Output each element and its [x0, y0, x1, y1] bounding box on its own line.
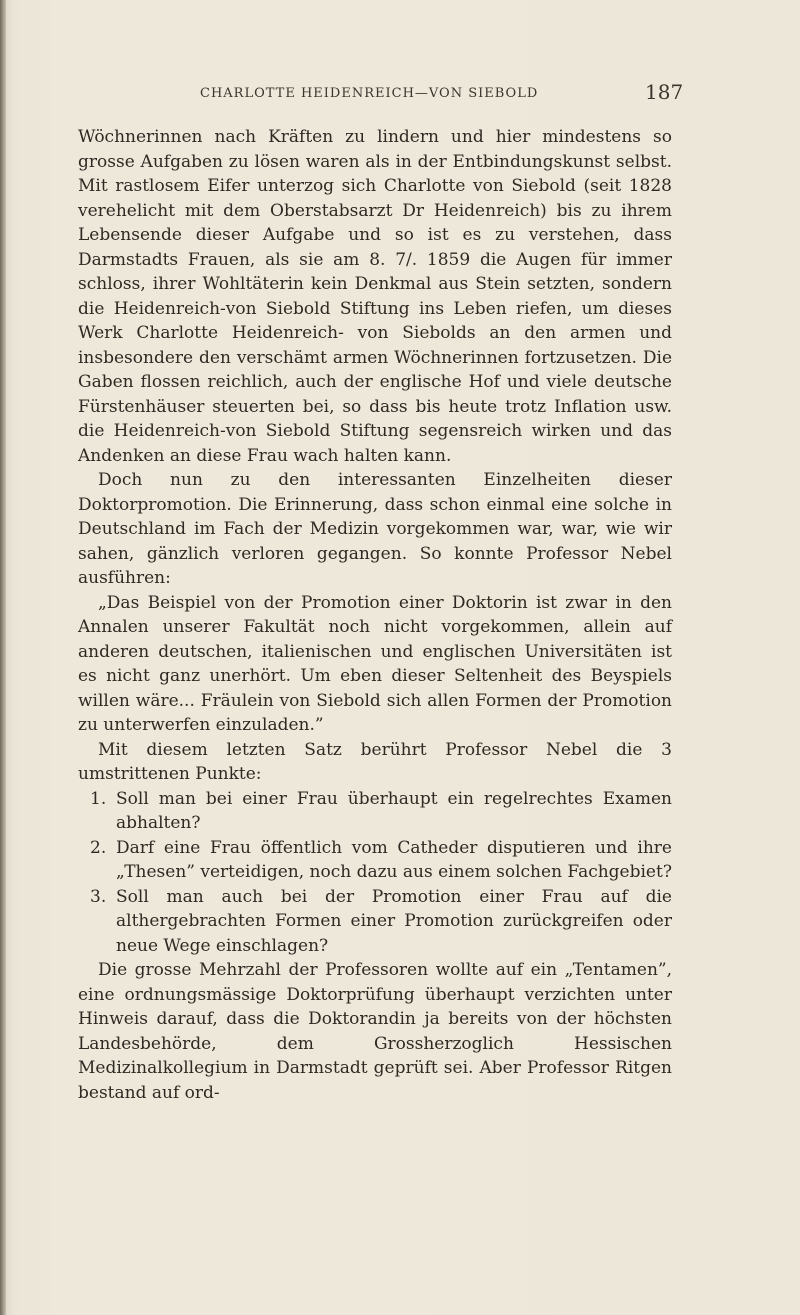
list-item — [78, 836, 672, 885]
list-text: Soll man auch bei der Promotion einer Frau auf die althergebrachten Formen einer Promotion zurückgreifen oder neue Wege einschlagen? — [116, 886, 672, 956]
quote-paragraph: „Das Beispiel von der Promotion einer Doktorin ist zwar in den Annalen unserer Fakultät noch nicht vorgekommen, allein auf anderen deutschen, italienischen und englischen Universitäten ist es nicht ganz unerhört. Um eben dieser Seltenheit des Beyspiels willen wäre... Fräulein von Siebold sich allen Formen der Promotion zu unterwerfen einzuladen.” — [78, 592, 672, 735]
list-number: 1. — [90, 788, 107, 809]
list-item — [78, 787, 672, 836]
book-spine-edge — [0, 0, 6, 1315]
paragraph-4: Mit diesem letzten Satz berührt Professor Nebel die 3 umstrittenen Punkte: — [78, 739, 672, 784]
closing-paragraph: Die grosse Mehrzahl der Professoren wollte auf ein „Tentamen”, eine ordnungsmässige Doktorprüfung überhaupt verzichten unter Hinweis darauf, dass die Doktorandin ja bereits von der höchsten Landesbehörde, dem Grossherzoglich Hessischen Medizinalkollegium in Darmstadt geprüft sei. Aber Professor Ritgen bestand auf ord- — [78, 960, 672, 1103]
page-number: 187 — [645, 80, 684, 104]
list-text: Darf eine Frau öffentlich vom Catheder disputieren und ihre „Thesen” verteidigen, noch dazu aus einem solchen Fachgebiet? — [116, 837, 672, 882]
list-text: Soll man bei einer Frau überhaupt ein regelrechtes Examen abhalten? — [116, 788, 672, 833]
list-number: 3. — [90, 886, 107, 907]
list-number: 2. — [90, 837, 107, 858]
running-header: CHARLOTTE HEIDENREICH—VON SIEBOLD — [200, 86, 539, 101]
list-item — [78, 885, 672, 959]
paragraph-1: Wöchnerinnen nach Kräften zu lindern und hier mindestens so grosse Aufgaben zu lösen waren als in der Entbindungskunst selbst. Mit rastlosem Eifer unterzog sich Charlotte von Siebold (seit 1828 verehelicht mit dem Oberstabsarzt Dr Heidenreich) bis zu ihrem Lebensende dieser Aufgabe und so ist es zu verstehen, dass Darmstadts Frauen, als sie am 8. 7/. 1859 die Augen für immer schloss, ihrer Wohltäterin kein Denkmal aus Stein setzten, sondern die Heidenreich-von Siebold Stiftung ins Leben riefen, um dieses Werk Charlotte Heidenreich- von Siebolds an den armen und insbesondere den verschämt armen Wöchnerinnen fortzusetzen. Die Gaben flossen reichlich, auch der englische Hof und viele deutsche Fürstenhäuser steuerten bei, so dass bis heute trotz Inflation usw. die Heidenreich-von Siebold Stiftung segensreich wirken und das Andenken an diese Frau wach halten kann. — [78, 127, 672, 466]
paragraph-2: Doch nun zu den interessanten Einzelheiten dieser Doktorpromotion. Die Erinnerung, dass schon einmal eine solche in Deutschland im Fach der Medizin vorgekommen war, war, wie wir sahen, gänzlich verloren gegangen. So konnte Professor Nebel ausführen: — [78, 470, 672, 588]
body-text — [78, 125, 672, 1105]
